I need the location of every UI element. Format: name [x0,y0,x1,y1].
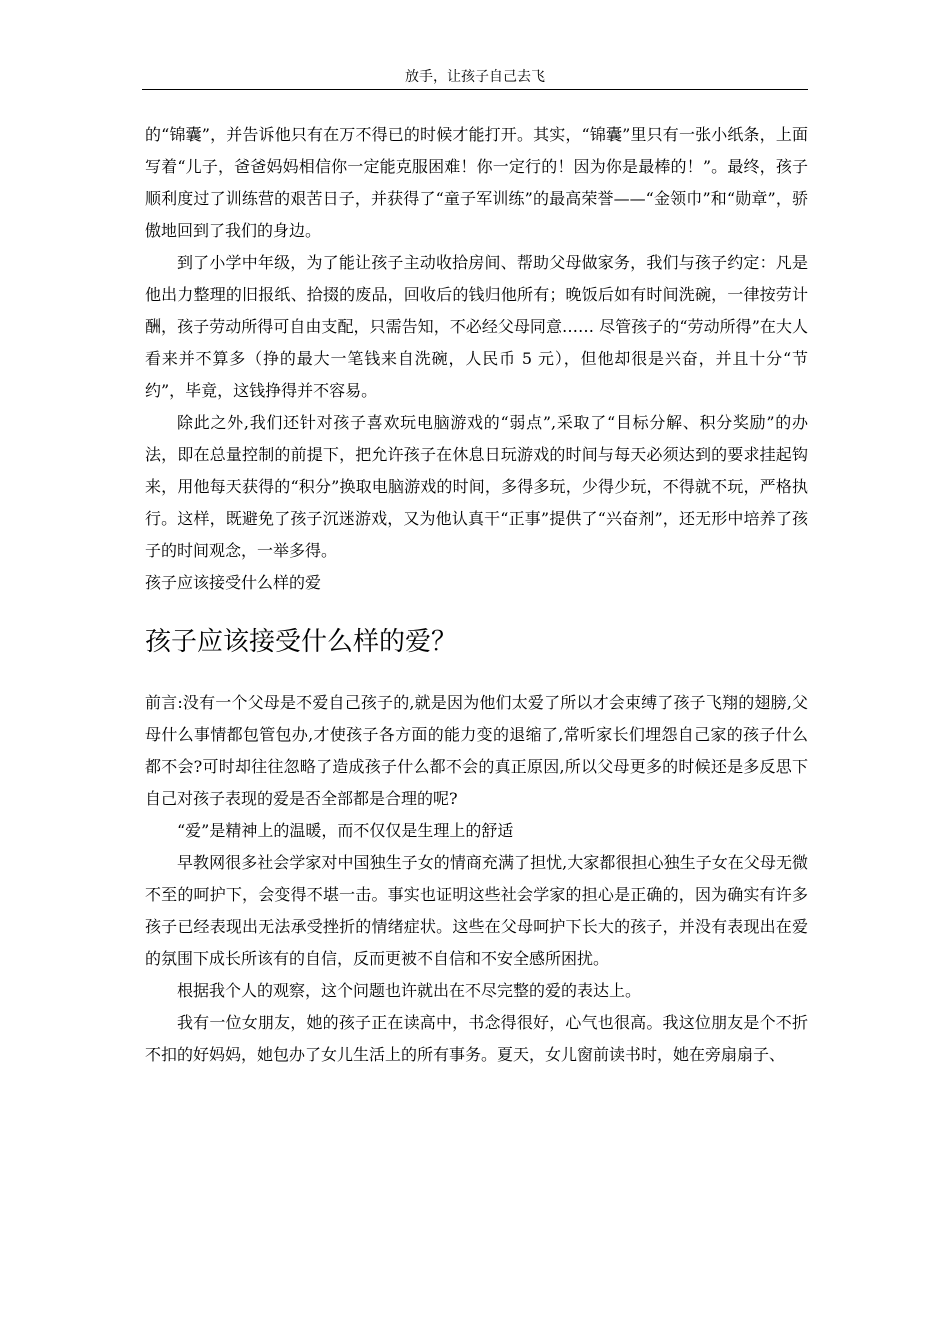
header-divider [142,89,808,90]
article-title: 孩子应该接受什么样的爱？ [145,627,458,657]
paragraph-continuation: 的“锦囊”，并告诉他只有在万不得已的时候才能打开。其实，“锦囊”里只有一张小纸条，上面写着“儿子，爸爸妈妈相信你一定能克服困难！你一定行的！因为你是最棒的！”。最终，孩子顺利度过了训练营的艰苦日子，并获得了“童子军训练”的最高荣誉——“金领巾”和“勋章”，骄傲地回到了我们的身边。 [145,125,808,240]
paragraph-sociologists: 早教网很多社会学家对中国独生子女的情商充满了担忧,大家都很担心独生子女在父母无微不至的呵护下，会变得不堪一击。事实也证明这些社会学家的担心是正确的，因为确实有许多孩子已经表现出无法承受挫折的情绪症状。这些在父母呵护下长大的孩子，并没有表现出在爱的氛围下成长所该有的自信，反而更被不自信和不安全感所困扰。 [145,853,808,968]
paragraph-preface: 前言:没有一个父母是不爱自己孩子的,就是因为他们太爱了所以才会束缚了孩子飞翔的翅膀,父母什么事情都包管包办,才使孩子各方面的能力变的退缩了,常听家长们埋怨自己家的孩子什么都不会?可时却往往忽略了造成孩子什么都不会的真正原因,所以父母更多的时候还是多反思下自己对孩子表现的爱是否全部都是合理的呢? [145,693,808,808]
running-header: 放手，让孩子自己去飞 [405,69,545,85]
document-body [145,119,808,1071]
paragraph-observation: 根据我个人的观察，这个问题也许就出在不尽完整的爱的表达上。 [177,981,642,1000]
subheading-love: “爱”是精神上的温暖，而不仅仅是生理上的舒适 [177,821,514,840]
paragraph-friend: 我有一位女朋友，她的孩子正在读高中，书念得很好，心气也很高。我这位朋友是个不折不扣的好妈妈，她包办了女儿生活上的所有事务。夏天，女儿窗前读书时，她在旁扇扇子、 [145,1013,808,1064]
section-label: 孩子应该接受什么样的爱 [145,573,322,592]
paragraph-games: 除此之外,我们还针对孩子喜欢玩电脑游戏的“弱点”,采取了“目标分解、积分奖励”的办法，即在总量控制的前提下，把允许孩子在休息日玩游戏的时间与每天必须达到的要求挂起钩来，用他每天获得的“积分”换取电脑游戏的时间，多得多玩，少得少玩，不得就不玩，严格执行。这样，既避免了孩子沉迷游戏，又为他认真干“正事”提供了“兴奋剂”，还无形中培养了孩子的时间观念，一举多得。 [145,413,808,560]
paragraph-chores: 到了小学中年级，为了能让孩子主动收拾房间、帮助父母做家务，我们与孩子约定：凡是他出力整理的旧报纸、拾掇的废品，回收后的钱归他所有；晚饭后如有时间洗碗，一律按劳计酬，孩子劳动所得可自由支配，只需告知，不必经父母同意…… 尽管孩子的“劳动所得”在大人看来并不算多（挣的最大一笔钱来自洗碗，人民币 5 元），但他却很是兴奋，并且十分“节约”，毕竟，这钱挣得并不容易。 [145,253,808,400]
